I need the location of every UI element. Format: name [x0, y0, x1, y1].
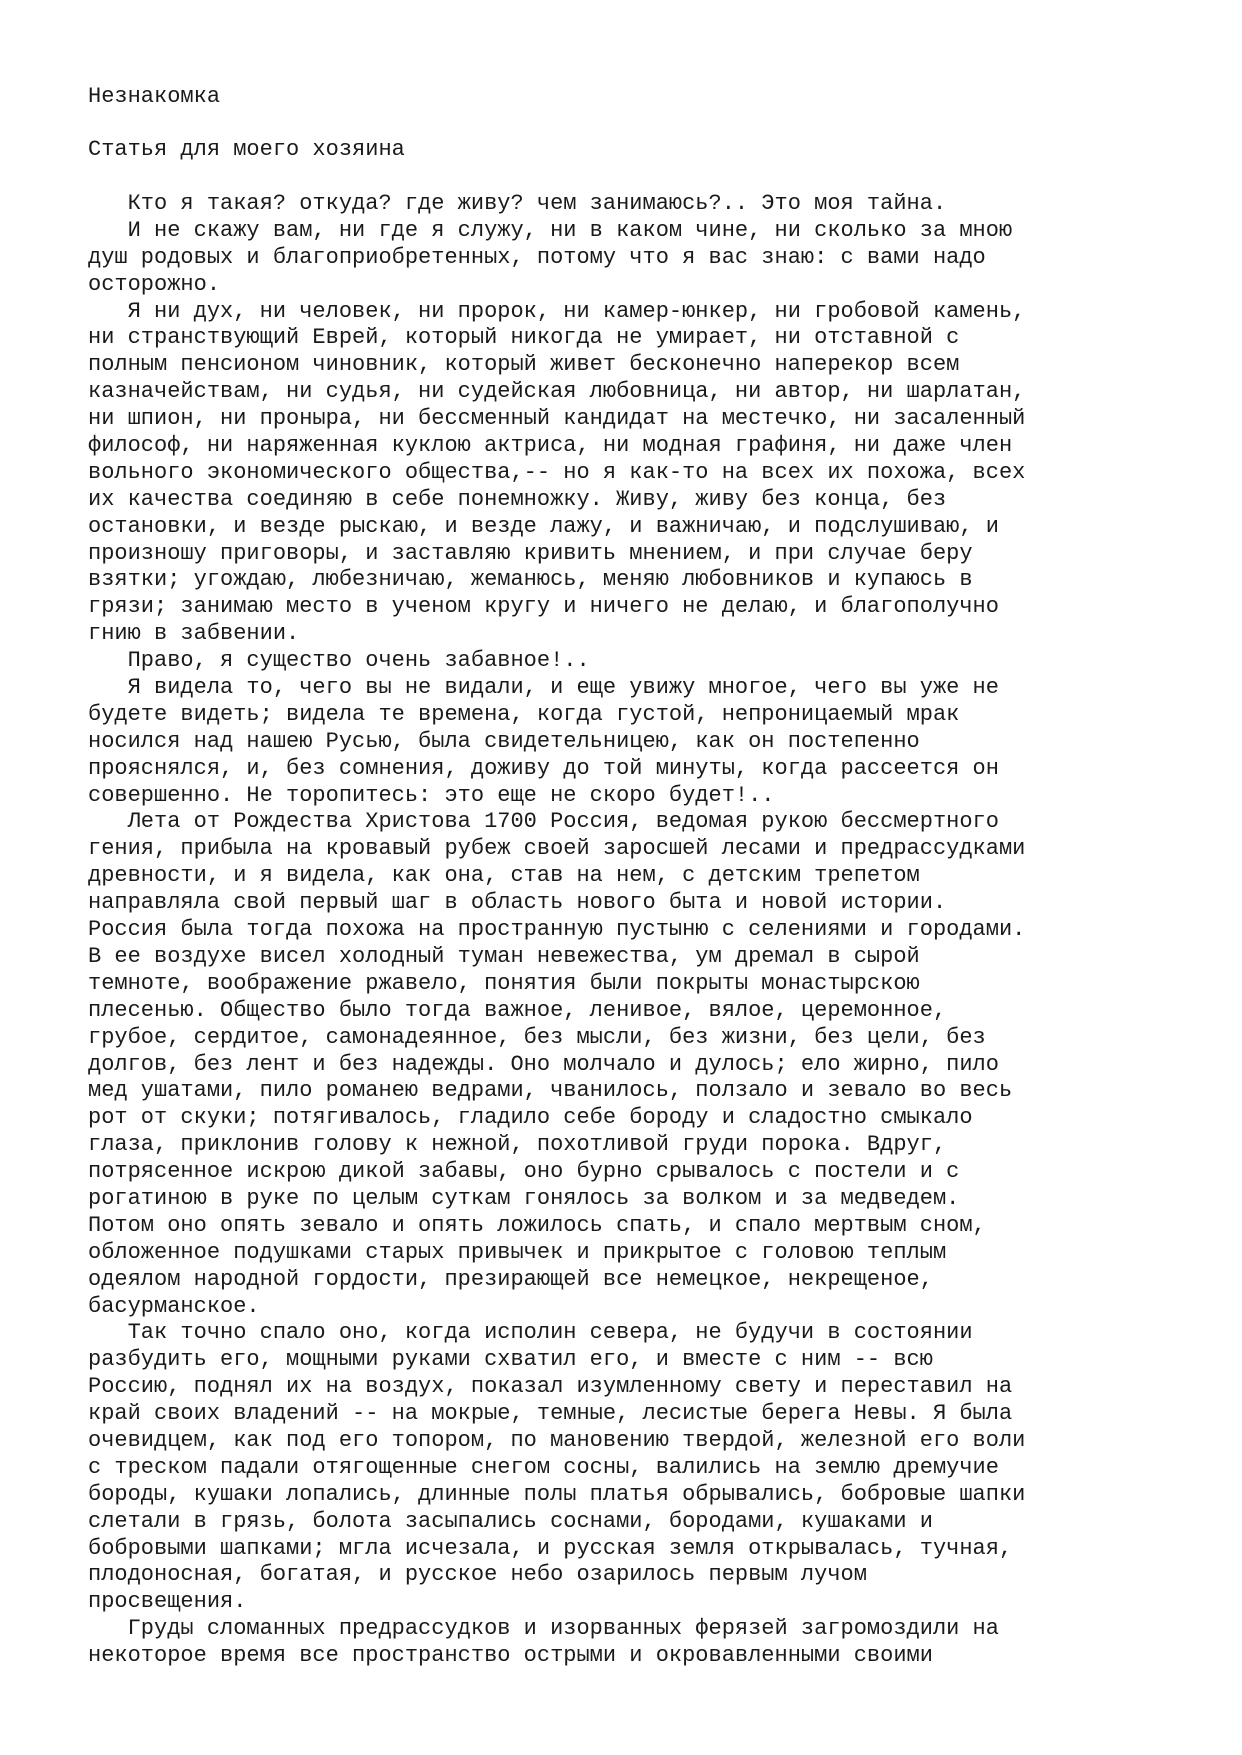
text-line: гения, прибыла на кровавый рубеж своей заросшей лесами и предрассудками: [88, 836, 1026, 862]
text-line: одеялом народной гордости, презирающей все немецкое, некрещеное,: [88, 1266, 933, 1292]
text-line: казначействам, ни судья, ни судейская любовница, ни автор, ни шарлатан,: [88, 379, 1026, 405]
text-line: плесенью. Общество было тогда важное, ленивое, вялое, церемонное,: [88, 997, 947, 1023]
text-line: слетали в грязь, болота засыпались соснами, бородами, кушаками и: [88, 1508, 933, 1534]
text-line: совершенно. Не торопитесь: это еще не скоро будет!..: [88, 782, 775, 808]
document-body: [88, 191, 1168, 1670]
text-line: философ, ни наряженная куклою актриса, ни модная графиня, ни даже член: [88, 433, 1013, 459]
text-line: долгов, без лент и без надежды. Оно молчало и дулось; ело жирно, пило: [88, 1051, 999, 1077]
text-line: грязи; занимаю место в ученом кругу и ничего не делаю, и благополучно: [88, 594, 999, 620]
text-line: мед ушатами, пило романею ведрами, чванилось, ползало и зевало во весь: [88, 1078, 1013, 1104]
text-line: произношу приговоры, и заставляю кривить мнением, и при случае беру: [88, 540, 973, 566]
text-line: душ родовых и благоприобретенных, потому что я вас знаю: с вами надо: [88, 244, 986, 270]
text-line: грубое, сердитое, самонадеянное, без мысли, без жизни, без цели, без: [88, 1024, 986, 1050]
text-line: Россию, поднял их на воздух, показал изумленному свету и переставил на: [88, 1374, 1013, 1400]
text-line: рогатиною в руке по целым суткам гонялось за волком и за медведем.: [88, 1185, 960, 1211]
text-line: Я ни дух, ни человек, ни пророк, ни камер-юнкер, ни гробовой камень,: [88, 298, 1026, 324]
text-line: ни странствующий Еврей, который никогда не умирает, ни отставной с: [88, 325, 960, 351]
text-line: направляла свой первый шаг в область нового быта и новой истории.: [88, 890, 947, 916]
document-title: Незнакомка: [88, 84, 221, 109]
text-line: разбудить его, мощными руками схватил его, и вместе с ним -- всю: [88, 1347, 933, 1373]
text-line: потрясенное искрою дикой забавы, оно бурно срывалось с постели и с: [88, 1159, 960, 1185]
text-line: И не скажу вам, ни где я служу, ни в каком чине, ни сколько за мною: [88, 217, 1013, 243]
text-line: В ее воздухе висел холодный туман невежества, ум дремал в сырой: [88, 943, 920, 969]
text-line: Кто я такая? откуда? где живу? чем занимаюсь?.. Это моя тайна.: [88, 191, 947, 216]
text-line: прояснялся, и, без сомнения, доживу до той минуты, когда рассеется он: [88, 755, 999, 781]
text-line: будете видеть; видела те времена, когда густой, непроницаемый мрак: [88, 701, 960, 727]
text-line: вольного экономического общества,-- но я как-то на всех их похожа, всех: [88, 459, 1026, 485]
text-line: их качества соединяю в себе понемножку. Живу, живу без конца, без: [88, 486, 947, 512]
document-subtitle: Статья для моего хозяина: [88, 137, 405, 162]
text-line: некоторое время все пространство острыми и окровавленными своими: [88, 1643, 933, 1669]
text-line: гнию в забвении.: [88, 621, 300, 647]
text-line: обложенное подушками старых привычек и прикрытое с головою теплым: [88, 1239, 947, 1265]
text-line: древности, и я видела, как она, став на нем, с детским трепетом: [88, 863, 920, 889]
text-line: глаза, приклонив голову к нежной, похотливой груди порока. Вдруг,: [88, 1132, 947, 1158]
text-line: ни шпион, ни проныра, ни бессменный кандидат на местечко, ни засаленный: [88, 406, 1026, 432]
text-line: Так точно спало оно, когда исполин севера, не будучи в состоянии: [88, 1320, 973, 1346]
text-line: рот от скуки; потягивалось, гладило себе бороду и сладостно смыкало: [88, 1105, 973, 1131]
text-line: бороды, кушаки лопались, длинные полы платья обрывались, бобровые шапки: [88, 1481, 1026, 1507]
text-line: просвещения.: [88, 1589, 247, 1615]
text-line: Россия была тогда похожа на пространную пустыню с селениями и городами.: [88, 917, 1026, 943]
text-line: с треском падали отягощенные снегом сосны, валились на землю дремучие: [88, 1454, 999, 1480]
text-line: Лета от Рождества Христова 1700 Россия, ведомая рукою бессмертного: [88, 809, 999, 835]
text-line: носился над нашею Русью, была свидетельницею, как он постепенно: [88, 728, 920, 754]
text-line: бобровыми шапками; мгла исчезала, и русская земля открывалась, тучная,: [88, 1535, 1013, 1561]
text-line: Право, я существо очень забавное!..: [88, 648, 590, 674]
text-line: Груды сломанных предрассудков и изорванных ферязей загромоздили на: [88, 1616, 999, 1642]
text-line: полным пенсионом чиновник, который живет бесконечно наперекор всем: [88, 352, 960, 378]
text-line: плодоносная, богатая, и русское небо озарилось первым лучом: [88, 1562, 867, 1588]
text-line: басурманское.: [88, 1293, 260, 1319]
text-line: Я видела то, чего вы не видали, и еще увижу многое, чего вы уже не: [88, 675, 999, 701]
text-line: очевидцем, как под его топором, по мановению твердой, железной его воли: [88, 1427, 1026, 1453]
text-line: темноте, воображение ржавело, понятия были покрыты монастырскою: [88, 970, 920, 996]
text-line: край своих владений -- на мокрые, темные, лесистые берега Невы. Я была: [88, 1401, 1013, 1427]
text-line: осторожно.: [88, 271, 221, 297]
text-line: Потом оно опять зевало и опять ложилось спать, и спало мертвым сном,: [88, 1212, 986, 1238]
text-line: остановки, и везде рыскаю, и везде лажу, и важничаю, и подслушиваю, и: [88, 513, 999, 539]
text-line: взятки; угождаю, любезничаю, жеманюсь, меняю любовников и купаюсь в: [88, 567, 973, 593]
